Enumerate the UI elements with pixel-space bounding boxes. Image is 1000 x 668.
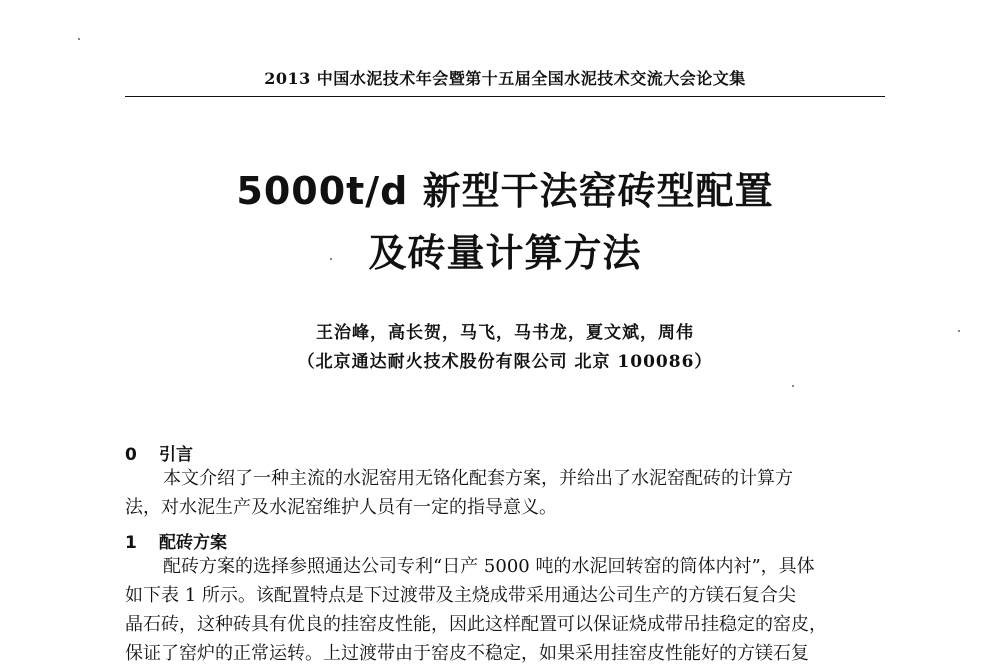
scan-speck xyxy=(330,258,332,260)
paper-title-line-1: 5000t/d 新型干法窑砖型配置 xyxy=(236,169,774,213)
section-heading-introduction xyxy=(125,440,193,465)
author-list: 王治峰，高长贺，马飞，马书龙，夏文斌，周伟 xyxy=(316,323,694,343)
paragraph-brick-scheme xyxy=(125,552,887,668)
scan-speck xyxy=(958,330,960,332)
paragraph-line: 如下表 1 所示。该配置特点是下过渡带及主烧成带采用通达公司生产的方镁石复合尖 xyxy=(125,585,796,606)
section-title: 引言 xyxy=(159,445,193,465)
paragraph-line: 本文介绍了一种主流的水泥窑用无铬化配套方案，并给出了水泥窑配砖的计算方 xyxy=(163,468,793,489)
header-rule xyxy=(125,96,885,97)
section-number: 0 xyxy=(125,445,137,465)
affiliation: （北京通达耐火技术股份有限公司 北京 100086） xyxy=(297,352,713,372)
scan-speck xyxy=(792,385,794,387)
running-header: 2013 中国水泥技术年会暨第十五届全国水泥技术交流大会论文集 xyxy=(264,69,746,88)
section-title: 配砖方案 xyxy=(159,533,227,553)
paragraph-line: 晶石砖，这种砖具有优良的挂窑皮性能，因此这样配置可以保证烧成带吊挂稳定的窑皮， xyxy=(125,614,827,635)
paper-title-line-2: 及砖量计算方法 xyxy=(368,231,642,275)
paragraph-line: 配砖方案的选择参照通达公司专利“日产 5000 吨的水泥回转窑的筒体内衬”，具体 xyxy=(163,556,815,577)
paragraph-introduction xyxy=(125,464,887,522)
scan-speck xyxy=(78,38,80,40)
paragraph-line: 法，对水泥生产及水泥窑维护人员有一定的指导意义。 xyxy=(125,497,557,518)
section-number: 1 xyxy=(125,533,137,553)
paragraph-line: 保证了窑炉的正常运转。上过渡带由于窑皮不稳定，如果采用挂窑皮性能好的方镁石复 xyxy=(125,643,809,664)
section-heading-brick-scheme xyxy=(125,528,227,553)
